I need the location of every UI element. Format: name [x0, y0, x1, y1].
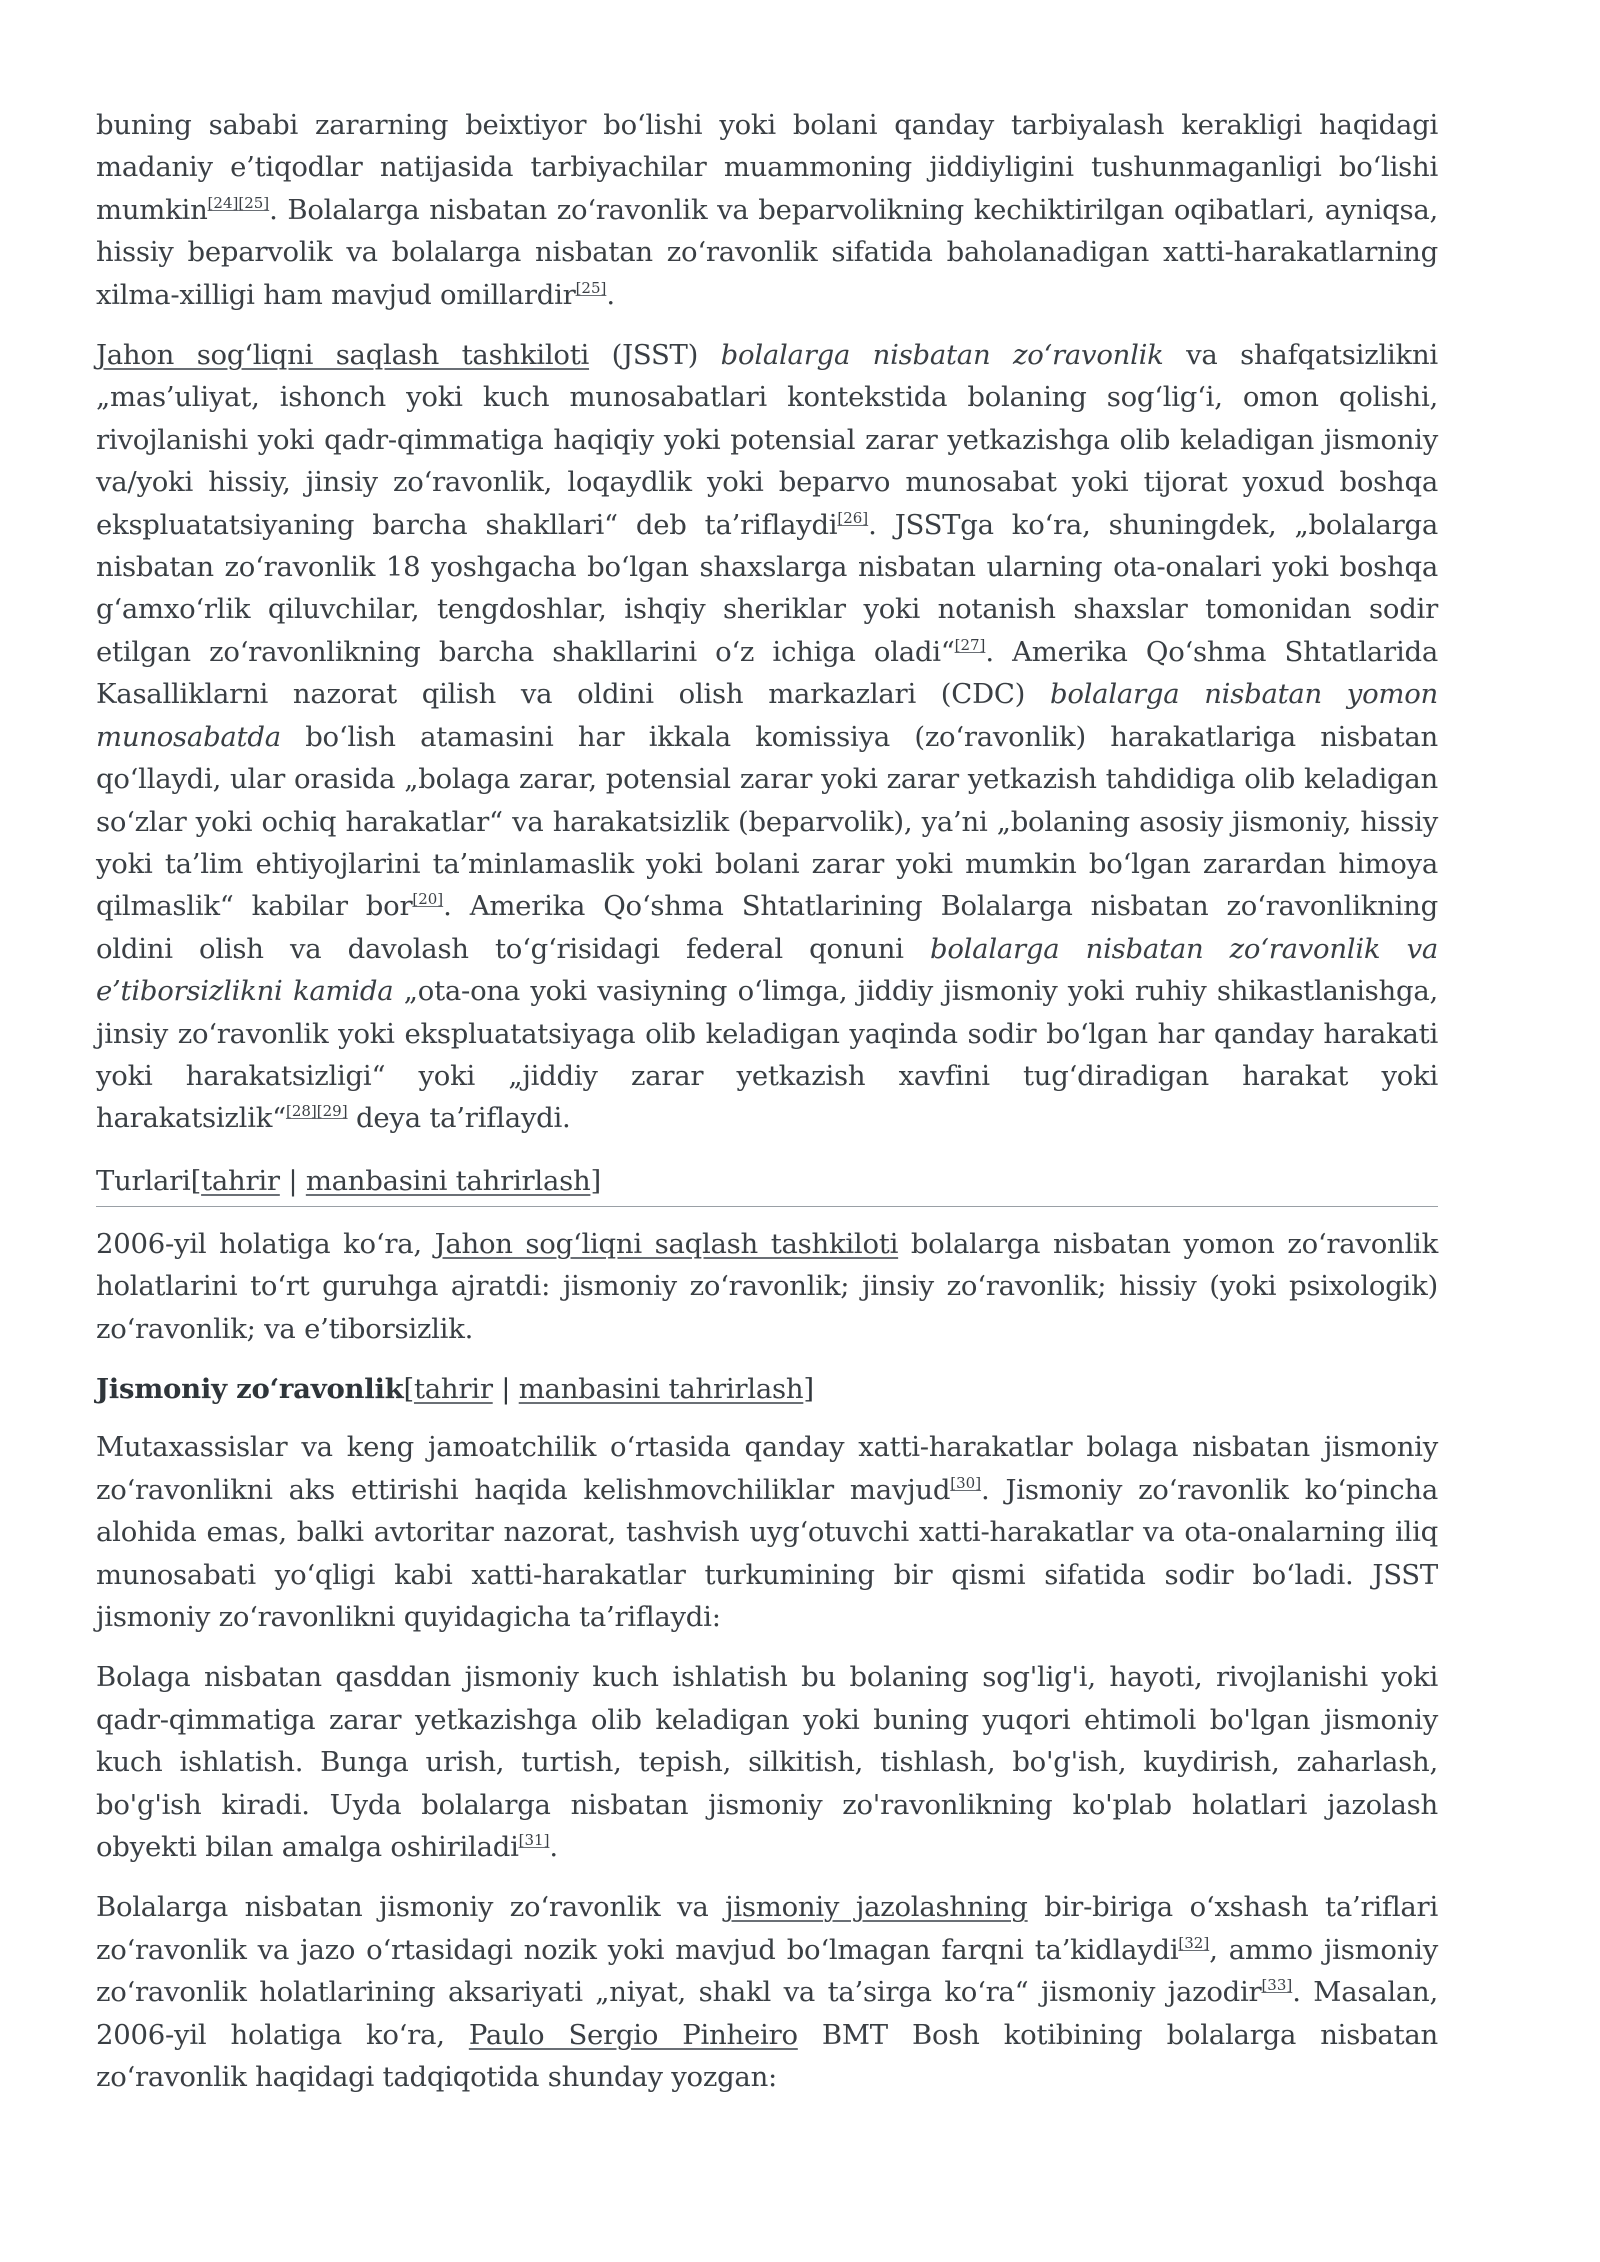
text: „ota-ona yoki vasiyning o‘limga, jiddiy jismoniy yoki ruhiy shikastlanishga, jinsiy zo‘ravonlik yoki ekspluatatsiyaga olib keladigan yaqinda sodir bo‘lgan har qanday harakati yoki harakatsizligi“ yoki „jiddiy zarar yetkazish xavfini tug‘diradigan harakat yoki harakatsizlik“ — [96, 975, 1438, 1135]
paragraph-who-groups — [96, 1223, 1438, 1350]
text: BMT Bosh kotibining bolalarga nisbatan zo‘ravonlik haqidagi tadqiqotida shunday yozgan: — [96, 2018, 1438, 2094]
text: . Masalan, 2006-yil holatiga ko‘ra, — [96, 1976, 1438, 2051]
bracket: [ — [403, 1372, 414, 1405]
citation[interactable] — [1178, 1934, 1209, 1952]
text: . — [549, 1831, 558, 1864]
citation-link[interactable]: [29] — [316, 1102, 348, 1121]
paragraph-disagreement — [96, 1426, 1438, 1638]
citation[interactable] — [955, 636, 986, 654]
text: Bolaga nisbatan qasddan jismoniy kuch ishlatish bu bolaning sog'lig'i, hayoti, rivojlanishi yoki qadr-qimmatiga zarar yetkazishga olib keladigan yoki buning yuqori ehtimoli bo'lgan jismoniy kuch ishlatish. Bunga urish, turtish, tepish, silkitish, tishlash, bo'g'ish, kuydirish, zaharlash, bo'g'ish kiradi. Uyda bolalarga nisbatan jismoniy zo'ravonlikning ko'plab holatlari jazolash obyekti bilan amalga oshiriladi — [96, 1661, 1438, 1864]
citation-link[interactable]: [25] — [238, 193, 270, 212]
citation[interactable] — [317, 1102, 348, 1120]
paragraph-definitions — [96, 334, 1438, 1140]
citation[interactable] — [1261, 1976, 1292, 1994]
text: 2006-yil holatiga ko‘ra, — [96, 1227, 435, 1260]
text: , ammo jismoniy zo‘ravonlik holatlarining aksariyati „niyat, shakl va ta’sirga ko‘ra“ jismoniy jazodir — [96, 1933, 1438, 2009]
text: va shafqatsizlikni „mas’uliyat, ishonch yoki kuch munosabatlari kontekstida bolaning sog‘lig‘i, omon qolishi, rivojlanishi yoki qadr-qimmatiga haqiqiy yoki potensial zarar yetkazishga olib keladigan jismoniy va/yoki hissiy, jinsiy zo‘ravonlik, loqaydlik yoki beparvo munosabat yoki tijorat yoxud boshqa ekspluatatsiyaning barcha shakllari“ deb ta’riflaydi — [96, 339, 1438, 541]
separator: | — [279, 1164, 306, 1197]
citation-link[interactable]: [20] — [412, 890, 444, 909]
text: . Jismoniy zo‘ravonlik ko‘pincha alohida emas, balki avtoritar nazorat, tashvish uyg‘otuvchi xatti-harakatlar va ota-onalarning iliq munosabati yo‘qligi kabi xatti-harakatlar turkumining bir qismi sifatida sodir bo‘ladi. JSST jismoniy zo‘ravonlikni quyidagicha ta’riflaydi: — [96, 1473, 1439, 1633]
edit-source-link[interactable]: manbasini tahrirlash — [305, 1164, 591, 1197]
citation-link[interactable]: [26] — [837, 508, 869, 527]
edit-source-link[interactable]: manbasini tahrirlash — [518, 1372, 804, 1405]
citation-link[interactable]: [30] — [950, 1473, 982, 1492]
edit-link[interactable]: tahrir — [201, 1164, 280, 1197]
separator: | — [492, 1372, 519, 1405]
citation[interactable] — [576, 279, 607, 297]
citation[interactable] — [950, 1474, 981, 1492]
citation[interactable] — [519, 1831, 550, 1849]
citation-link[interactable]: [33] — [1261, 1976, 1293, 1995]
text: . Bolalarga nisbatan zo‘ravonlik va beparvolikning kechiktirilgan oqibatlari, ayniqsa, hissiy beparvolik va bolalarga nisbatan zo‘ravonlik sifatida baholanadigan xatti-harakatlarning xilma-xilligi ham mavjud omillardir — [96, 193, 1438, 311]
text: . Amerika Qo‘shma Shtatlarining Bolalarga nisbatan zo‘ravonlikning oldini olish va davolash to‘g‘risidagi federal qonuni — [96, 890, 1438, 965]
text: Bolalarga nisbatan jismoniy zo‘ravonlik va — [96, 1891, 726, 1924]
text: deya ta’riflaydi. — [347, 1102, 571, 1135]
text: . Amerika Qo‘shma Shtatlarida Kasalliklarni nazorat qilish va oldini olish markazlari (CDC) — [96, 635, 1438, 711]
section-heading-types — [96, 1160, 1438, 1207]
italic-term: bolalarga nisbatan zo‘ravonlik va e’tiborsizlikni kamida — [96, 932, 1438, 1008]
citation-link[interactable]: [24] — [207, 193, 239, 212]
citation-link[interactable]: [31] — [518, 1831, 550, 1850]
subsection-title: Jismoniy zo‘ravonlik — [96, 1372, 404, 1405]
edit-link[interactable]: tahrir — [413, 1372, 493, 1405]
text: bolalarga nisbatan yomon zo‘ravonlik holatlarini to‘rt guruhga ajratdi: jismoniy zo‘ravonlik; jinsiy zo‘ravonlik; hissiy (yoki psixologik) zo‘ravonlik; va e’tiborsizlik. — [96, 1227, 1438, 1345]
bracket: [ — [190, 1164, 202, 1197]
citation-link[interactable]: [27] — [954, 635, 986, 654]
text: bo‘lish atamasini har ikkala komissiya (zo‘ravonlik) harakatlariga nisbatan qo‘llaydi, ular orasida „bolaga zarar, potensial zarar yoki zarar yetkazish tahdidiga olib keladigan so‘zlar yoki ochiq harakatlar“ va harakatsizlik (beparvolik), ya’ni „bolaning asosiy jismoniy, hissiy yoki ta’lim ehtiyojlarini ta’minlamaslik yoki bolani zarar yoki mumkin bo‘lgan zarardan himoya qilmaslik“ kabilar bor — [96, 720, 1438, 923]
text: Mutaxassislar va keng jamoatchilik o‘rtasida qanday xatti-harakatlar bolaga nisbatan jismoniy zo‘ravonlikni aks ettirishi haqida kelishmovchiliklar mavjud — [96, 1431, 1438, 1506]
citation[interactable] — [837, 509, 868, 527]
corporal-punishment-link[interactable]: jismoniy jazolashning — [725, 1891, 1028, 1924]
bracket: ] — [590, 1164, 601, 1197]
who-link[interactable]: Jahon sog‘liqni saqlash tashkiloti — [96, 339, 590, 372]
bracket: ] — [803, 1372, 814, 1405]
text: (JSST) — [589, 339, 721, 372]
citation[interactable] — [412, 890, 443, 908]
paragraph-causes — [96, 104, 1438, 316]
paragraph-who-definition — [96, 1656, 1438, 1868]
article-body — [96, 104, 1438, 2116]
paragraph-punishment — [96, 1886, 1438, 2098]
citation[interactable] — [208, 194, 239, 212]
text: bir-biriga o‘xshash ta’riflari zo‘ravonlik va jazo o‘rtasidagi nozik yoki mavjud bo‘lmagan farqni ta’kidlaydi — [96, 1891, 1438, 1966]
citation[interactable] — [238, 194, 269, 212]
citation-link[interactable]: [25] — [575, 278, 607, 297]
pinheiro-link[interactable]: Paulo Sergio Pinheiro — [468, 2018, 798, 2051]
citation-link[interactable]: [28] — [285, 1102, 317, 1121]
text: . JSSTga ko‘ra, shuningdek, „bolalarga nisbatan zo‘ravonlik 18 yoshgacha bo‘lgan shaxslarga nisbatan ularning ota-onalari yoki boshqa g‘amxo‘rlik qiluvchilar, tengdoshlar, ishqiy sheriklar yoki notanish shaxslar tomonidan sodir etilgan zo‘ravonlikning barcha shakllarini o‘z ichiga oladi“ — [96, 508, 1438, 668]
subsection-heading-physical — [96, 1368, 1438, 1410]
citation-link[interactable]: [32] — [1178, 1933, 1210, 1952]
text: buning sababi zararning beixtiyor bo‘lishi yoki bolani qanday tarbiyalash kerakligi haqidagi madaniy e’tiqodlar natijasida tarbiyachilar muammoning jiddiyligini tushunmaganligi bo‘lishi mumkin — [96, 109, 1438, 226]
who-link[interactable]: Jahon sog‘liqni saqlash tashkiloti — [434, 1227, 899, 1260]
italic-term: bolalarga nisbatan yomon munosabatda — [96, 678, 1438, 753]
section-title: Turlari — [96, 1164, 191, 1197]
citation[interactable] — [286, 1102, 317, 1120]
italic-term: bolalarga nisbatan zo‘ravonlik — [720, 339, 1164, 372]
text: . — [606, 278, 615, 311]
